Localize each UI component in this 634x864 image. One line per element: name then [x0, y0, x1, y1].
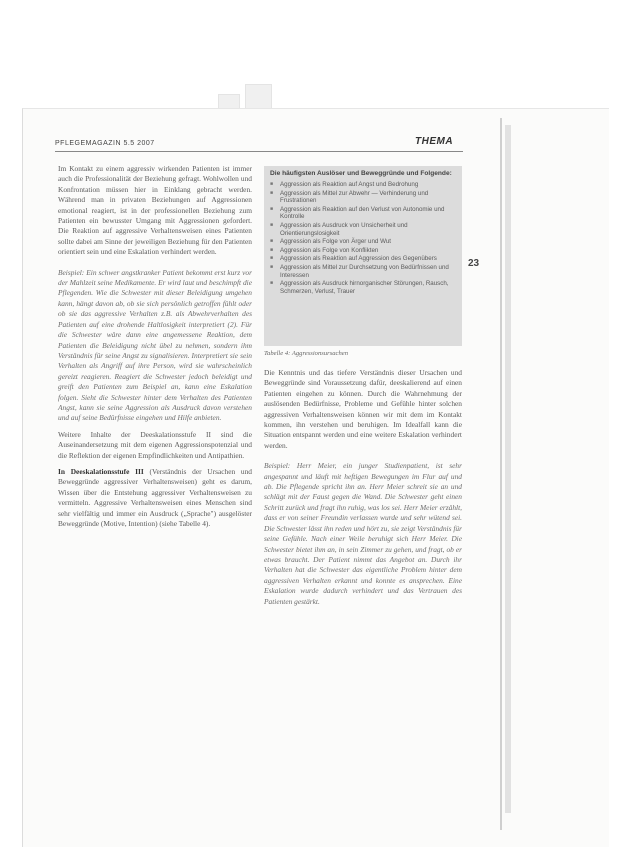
list-item: ■ Aggression als Mittel zur Abwehr — Verhinderung und Frustrationen: [270, 190, 456, 205]
page-number: 23: [468, 258, 480, 269]
paragraph: Weitere Inhalte der Deeskalationsstufe II sind die Auseinandersetzung mit dem eigenen Aggressionspotenzial und die Reflektion der eigenen Empfindlichkeiten und Antipathien.: [58, 429, 252, 460]
right-column: [264, 368, 462, 613]
paragraph-lead: In Deeskalationsstufe III: [58, 466, 144, 476]
paragraph: Die Kenntnis und das tiefere Verständnis dieser Ursachen und Beweggründe sind Voraussetzung dafür, deeskalierend auf einen Patienten eingehen zu können. Durch die Wahrnehmung der auslösenden Bedürfnisse, Probleme und Gefühle hinter solchen aggressiven Verhaltensweisen können wir mit dem im Kontakt kommen, ihn verstehen und beruhigen. Im Idealfall kann die Situation entspannt werden und eine weitere Eskalation verhindert werden.: [264, 368, 462, 450]
page-shadow: [505, 125, 511, 813]
table-caption: Tabelle 4: Aggressionsursachen: [264, 350, 349, 357]
list-item: ■ Aggression als Mittel zur Durchsetzung von Bedürfnissen und Interessen: [270, 264, 456, 279]
list-item: ■ Aggression als Folge von Konflikten: [270, 247, 456, 255]
paragraph-body: (Verständnis der Ursachen und Beweggründe aggressiver Verhaltensweisen) geht es darum, Wissen über die Entstehung aggressiver Verhaltensweisen zu vermitteln. Aggressive Verhaltensweisen eines Menschen sind sehr vielfältig und immer ein Ausdruck („Sprache") ausgelöster Beweggründe (Motive, Intention) (siehe Tabelle 4).: [58, 466, 252, 528]
list-item: ■ Aggression als Ausdruck hirnorganischer Störungen, Rausch, Schmerzen, Verlust, Trauer: [270, 280, 456, 295]
info-box: [264, 166, 462, 346]
left-column: [58, 164, 252, 535]
magazine-header: PFLEGEMAGAZIN 5.5 2007: [55, 140, 155, 147]
info-box-title: Die häufigsten Auslöser und Beweggründe und Folgende:: [270, 170, 452, 177]
example-paragraph: Beispiel: Herr Meier, ein junger Studienpatient, ist sehr angespannt und läuft mit heftigen Bewegungen im Flur auf und ab. Die Pflegende spricht ihn an. Herr Meier schreit sie an und schlägt mit der Faust gegen die Wand. Die Schwester geht einen Schritt zurück und fragt ihn ruhig, was los sei. Herr Meier erzählt, dass er von seiner Freundin verlassen wurde und sehr wütend sei. Die Schwester lässt ihn reden und hört zu, sie zeigt Verständnis für seine Gefühle. Nach einer Weile beruhigt sich Herr Meier. Die Schwester bietet ihm an, in sein Zimmer zu gehen, und fragt, ob er etwas braucht. Der Patient nimmt das Angebot an. Durch ihr Verhalten hat die Schwester das eigentliche Problem hinter dem aggressiven Verhalten erkannt und konnte es ansprechen. Eine Eskalation wurde dadurch verhindert und das Vertrauen des Patienten gestärkt.: [264, 461, 462, 606]
info-box-list: [264, 181, 462, 295]
list-item: ■ Aggression als Reaktion auf den Verlust von Autonomie und Kontrolle: [270, 206, 456, 221]
section-title: THEMA: [415, 136, 454, 147]
header-rule: [55, 151, 463, 152]
list-item: ■ Aggression als Reaktion auf Aggression des Gegenübers: [270, 255, 456, 263]
example-paragraph: Beispiel: Ein schwer angstkranker Patient bekommt erst kurz vor der Mahlzeit seine Medikamente. Er wird laut und beschimpft die Pflegenden. Wie die Schwester mit dieser Beleidigung umgehen kann, hängt davon ab, ob sie sich persönlich getroffen fühlt oder ob sie das aggressive Verhalten z.B. als Abwehrverhalten des Patienten auf eine drohende Haltlosigkeit interpretiert (2). Für die Schwester wäre dann eine angemessene Reaktion, dem Patienten die Beleidigung nicht übel zu nehmen, sondern ihm Verständnis für seine Angst zu signalisieren. Interpretiert sie sein Verhalten als Angriff auf ihre Person, wird sie wahrscheinlich gereizt reagieren. Reagiert die Schwester jedoch beleidigt und greift den Patienten zum Beispiel an, kann eine Eskalation folgen. Sieht die Schwester hinter dem Verhalten des Patienten Angst, kann sie seine Aggression als Ausdruck davon verstehen und auf seine Bedürfnisse eingehen und Hilfe anbieten.: [58, 267, 252, 423]
list-item: ■ Aggression als Reaktion auf Angst und Bedrohung: [270, 181, 456, 189]
page-edge: [500, 118, 502, 830]
list-item: ■ Aggression als Ausdruck von Unsicherheit und Orientierungslosigkeit: [270, 222, 456, 237]
paragraph: [58, 467, 252, 529]
paragraph: Im Kontakt zu einem aggressiv wirkenden Patienten ist immer auch die Professionalität der Beziehung gefragt. Wohlwollen und Konfrontation müssen hier in Einklang gebracht werden. Während man in privaten Beziehungen auf Aggressionen emotional reagiert, ist in der professionellen Beziehung zum Patienten ein bewusster Umgang mit Aggressionen gefordert. Die Reaktion auf aggressive Verhaltensweisen eines Patienten sollte dabei am Sinne der jeweiligen Beziehung für den Patienten orientiert sein und eine Eskalation verhindert werden.: [58, 164, 252, 257]
list-item: ■ Aggression als Folge von Ärger und Wut: [270, 238, 456, 246]
